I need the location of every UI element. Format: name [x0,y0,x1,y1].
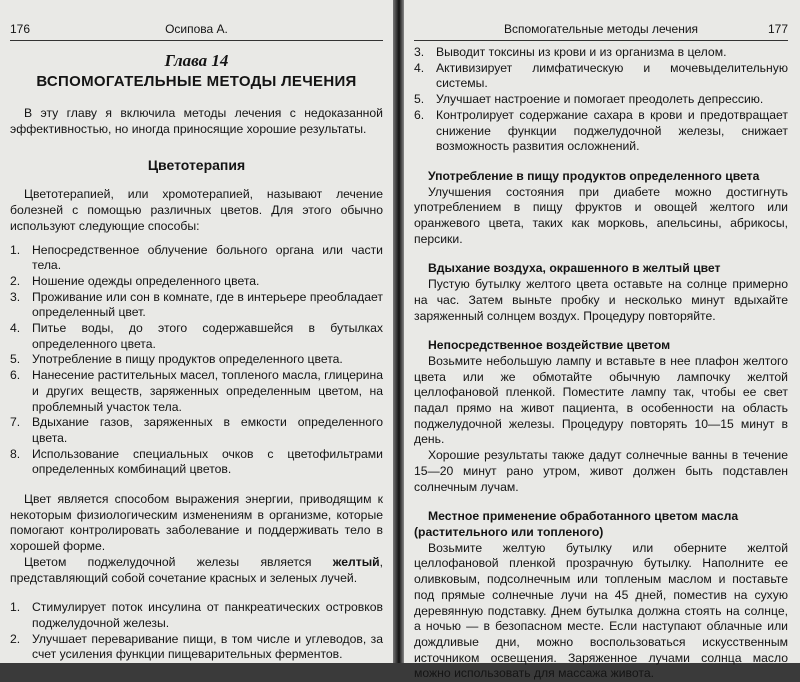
running-head-chapter: Вспомогательные методы лечения [503,22,699,36]
list-item [10,368,383,415]
list-item [10,447,383,478]
book-gutter [393,0,404,663]
subsection-title-oil: Местное применение обработанного цветом масла (растительного или топленого) [414,509,739,539]
item-text: Употребление в пищу продуктов определенного цвета. [32,352,343,367]
item-number: 7. [10,415,21,430]
energy-paragraph: Цвет является способом выражения энергии, приводящим к некоторым физиологическим изменениям в организме, которые помогают контролировать заболевание и поддерживать тело в хорошей форме. [10,492,383,554]
list-item [10,274,383,290]
item-text: Вдыхание газов, заряженных в емкости определенного цвета. [32,415,383,445]
subsection-text-food: Улучшения состояния при диабете можно достигнуть употреблением в пищу фруктов и овощей желтого или оранжевого цвета, таких как морковь, апельсины, абрикосы, персики. [414,184,788,246]
running-head-right [414,18,788,41]
item-number: 6. [414,107,425,122]
item-text: Проживание или сон в комнате, где в интерьере преобладает определенный цвет. [32,289,383,320]
page-number-left: 176 [10,22,31,36]
item-text: Активизирует лимфатическую и мочевыделительную системы. [436,60,788,91]
subsection-title-air: Вдыхание воздуха, окрашенного в желтый цвет [428,261,721,276]
item-text: Ношение одежды определенного цвета. [32,273,260,288]
item-text: Нанесение растительных масел, топленого масла, глицерина и других веществ, заряженных определенным цветом, на проблемный участок тела. [32,368,383,414]
item-number: 5. [10,352,21,367]
page-number-right: 177 [767,22,788,36]
subsection-text-oil: Возьмите желтую бутылку или оберните желтой целлофановой пленкой прозрачную бутылку. Наполните ее оливковым, подсолнечным или топленым маслом и поставьте под прямые солнечные лучи на 45 дней, поместив на сухую деревянную подставку. Днем бутылка должна стоять на солнце, а ночью — в безопасном месте. Если наступают облачные или дождливые дни, можно воспользоваться искусственным источником освещения. Заряженное лучами солнца масло можно использовать для массажа живота. [414,540,788,681]
subsection-title-direct: Непосредственное воздействие цветом [428,338,671,353]
effects-list-right [414,45,788,155]
yellow-paragraph [10,555,383,586]
chapter-title: ВСПОМОГАТЕЛЬНЫЕ МЕТОДЫ ЛЕЧЕНИЯ [36,73,357,90]
item-text: Контролирует содержание сахара в крови и предотвращает снижение функции поджелудочной железы, снижает возможность развития осложнений. [436,107,788,154]
item-text: Непосредственное облучение больного органа или части тела. [32,242,383,273]
section-title-chromotherapy: Цветотерапия [147,157,246,174]
chapter-number: Глава 14 [164,51,229,70]
item-number: 4. [414,60,425,75]
subsection-text-direct-1: Возьмите небольшую лампу и вставьте в нее плафон желтого цвета или же обмотайте обычную лампочку желтой целлофановой пленкой. Поместите лампу так, чтобы ее свет падал прямо на живот пациента, в особенности на область поджелудочной железы. Процедуру повторять 10—15 минут в день. [414,353,788,447]
item-text: Стимулирует поток инсулина от панкреатических островков поджелудочной железы. [32,600,383,630]
yellow-text-post: , представляющий собой сочетание красных и зеленых лучей. [10,554,383,585]
subsection-text-air: Пустую бутылку желтого цвета оставьте на солнце примерно на час. Затем выньте пробку и несколько минут вдыхайте заряженный солнцем воздух. Процедуру повторяйте. [414,277,788,323]
item-text: Улучшает переваривание пищи, в том числе и углеводов, за счет усиления функции пищеварительных ферментов. [32,631,383,662]
list-item [10,290,383,321]
left-page [0,0,393,663]
list-item [414,108,788,155]
list-item [414,92,788,108]
item-number: 6. [10,368,21,383]
list-item [10,632,383,663]
item-number: 3. [10,289,21,304]
item-text: Улучшает настроение и помогает преодолеть депрессию. [436,92,764,107]
chapter-intro: В эту главу я включила методы лечения с недоказанной эффективностью, но иногда приносящие хорошие результаты. [10,106,383,136]
list-item [10,600,383,631]
list-item [10,321,383,352]
running-head-author: Осипова А. [165,22,228,36]
list-item [10,415,383,446]
yellow-keyword: желтый [332,554,380,569]
item-number: 4. [10,321,21,336]
subsection-title-food: Употребление в пищу продуктов определенного цвета [428,168,760,183]
item-number: 1. [10,600,21,615]
item-number: 5. [414,92,425,107]
right-page [404,0,800,681]
subsection-text-direct-2: Хорошие результаты также дадут солнечные ванны в течение 15—20 минут рано утром, живот должен быть подставлен солнечным лучам. [414,448,788,494]
methods-list [10,243,383,479]
item-text: Использование специальных очков с цветофильтрами определенных комбинаций цветов. [32,446,383,477]
yellow-text-pre: Цветом поджелудочной железы является [24,554,333,569]
section-intro: Цветотерапией, или хромотерапией, называют лечение болезней с помощью различных цветов. Для этого обычно используют следующие способы: [10,187,383,233]
item-number: 1. [10,242,21,257]
item-number: 2. [10,631,21,646]
item-number: 8. [10,446,21,461]
item-text: Выводит токсины из крови и из организма в целом. [436,45,727,59]
list-item [414,61,788,92]
item-text: Питье воды, до этого содержавшейся в бутылках определенного цвета. [32,321,383,351]
item-number: 3. [414,45,425,59]
running-head-left [10,18,383,41]
item-number: 2. [10,273,21,288]
list-item [414,45,788,61]
list-item [10,243,383,274]
effects-list-left [10,600,383,663]
list-item [10,352,383,368]
